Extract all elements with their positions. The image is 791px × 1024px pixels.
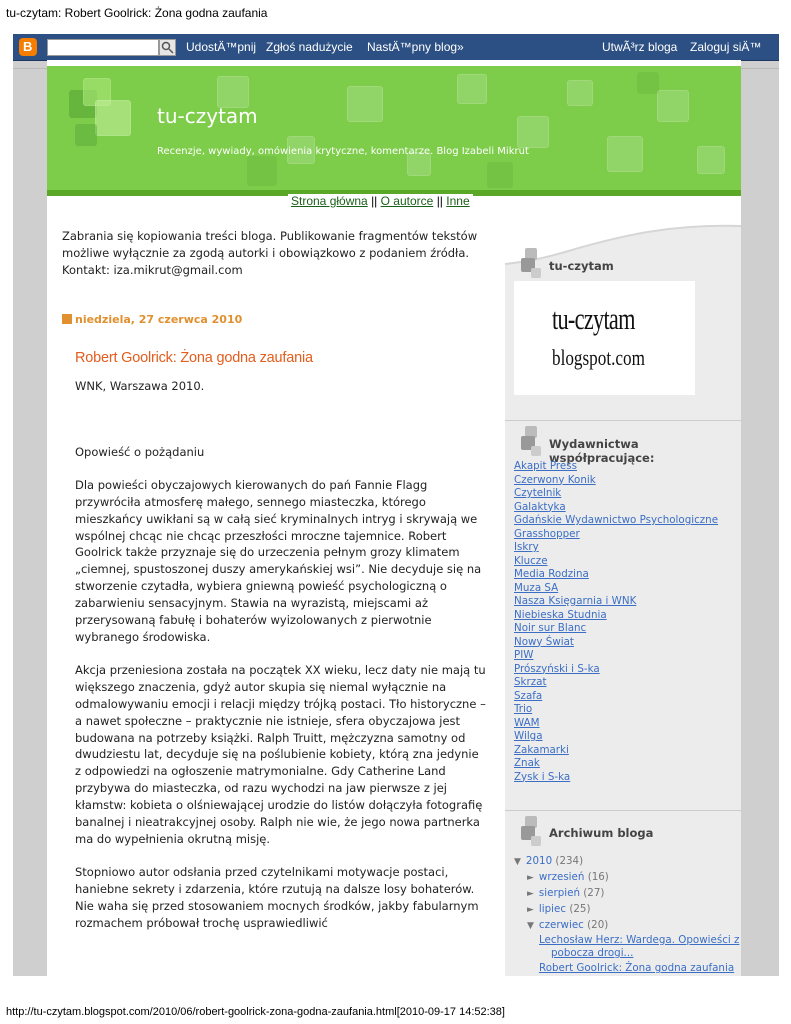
- date-icon: [62, 314, 72, 324]
- post-title[interactable]: Robert Goolrick: Żona godna zaufania: [75, 350, 313, 366]
- publisher-link[interactable]: PIW: [514, 649, 534, 661]
- post-body: [75, 378, 487, 947]
- publisher-link[interactable]: Skrzat: [514, 676, 547, 688]
- archive-month[interactable]: ► wrzesień (16): [527, 871, 609, 883]
- publisher-link[interactable]: Wilga: [514, 730, 543, 742]
- archive-post-link[interactable]: pobocza drogi...: [551, 947, 634, 959]
- page-tabs: Strona główna || O autorce || Inne: [288, 194, 473, 208]
- post-date: niedziela, 27 czerwca 2010: [62, 313, 242, 326]
- publisher-link[interactable]: Gdańskie Wydawnictwo Psychologiczne: [514, 514, 719, 526]
- publisher-link[interactable]: Noir sur Blanc: [514, 622, 587, 634]
- triangle-right-icon: ►: [527, 889, 534, 899]
- page-frame: [13, 34, 779, 976]
- report-abuse-link[interactable]: Zgłoś nadużycie: [266, 40, 353, 54]
- widget-icon: [521, 248, 543, 278]
- profile-widget-title: tu-czytam: [549, 259, 614, 273]
- sign-in-link[interactable]: Zaloguj siÄ™: [690, 40, 762, 54]
- triangle-right-icon: ►: [527, 905, 534, 915]
- blog-description: Recenzje, wywiady, omówienia krytyczne, komentarze. Blog Izabeli Mikrut: [157, 146, 529, 157]
- publisher-link[interactable]: Niebieska Studnia: [514, 608, 607, 621]
- archive-month[interactable]: ► lipiec (25): [527, 903, 591, 915]
- search-icon[interactable]: [159, 39, 176, 56]
- tab-other[interactable]: Inne: [446, 194, 470, 208]
- triangle-down-icon: ▼: [514, 857, 521, 867]
- post-paragraph: Opowieść o pożądaniu: [75, 444, 205, 459]
- publisher-link[interactable]: Galaktyka: [514, 500, 566, 513]
- publisher-link[interactable]: Zakamarki: [514, 743, 569, 756]
- publisher-link[interactable]: Grasshopper: [514, 527, 580, 540]
- publisher-link[interactable]: WAM: [514, 716, 540, 729]
- publisher-link[interactable]: Czerwony Konik: [514, 473, 596, 486]
- tab-about[interactable]: O autorce: [380, 194, 434, 208]
- page-url-footer: http://tu-czytam.blogspot.com/2010/06/robert-goolrick-zona-godna-zaufania.html[2010-09-17 14:52:38]: [6, 1006, 505, 1018]
- blog-container: [47, 60, 741, 976]
- publishers-list: [514, 460, 718, 784]
- triangle-right-icon: ►: [527, 873, 534, 883]
- browser-page-title: tu-czytam: Robert Goolrick: Żona godna zaufania: [6, 6, 268, 20]
- tab-home[interactable]: Strona główna: [291, 194, 368, 208]
- publisher-link[interactable]: Prószyński i S-ka: [514, 662, 600, 675]
- next-blog-link[interactable]: NastÄ™pny blog»: [367, 40, 464, 54]
- publisher-link[interactable]: Szafa: [514, 689, 543, 702]
- post-paragraph: Stopniowo autor odsłania przed czytelnikami motywacje postaci, haniebne sekrety i zdarzenia, które rzutują na dalsze losy bohaterów. Nie waha się przed stosowaniem mocnych środków, jakby fabularnym rozmachem próbował trochę usprawiedliwić: [75, 864, 479, 930]
- archive-widget-title: Archiwum bloga: [549, 826, 654, 840]
- sidebar: [505, 212, 741, 976]
- archive-month[interactable]: ▼ czerwiec (20): [527, 919, 609, 931]
- blogger-logo-icon[interactable]: B: [19, 38, 37, 56]
- publisher-link[interactable]: Iskry: [514, 541, 539, 553]
- publisher-link[interactable]: Trio: [514, 703, 533, 715]
- post-paragraph: [75, 411, 487, 428]
- copyright-notice: Zabrania się kopiowania treści bloga. Publikowanie fragmentów tekstów możliwe wyłącznie za zgodą autorki i obowiązkowo z podaniem źródła. Kontakt: iza.mikrut@gmail.com: [62, 229, 478, 277]
- navbar-search-input[interactable]: [47, 39, 159, 56]
- blog-header: [47, 66, 741, 196]
- create-blog-link[interactable]: UtwÃ³rz bloga: [602, 40, 678, 54]
- publisher-link[interactable]: Znak: [514, 757, 540, 769]
- publisher-link[interactable]: Zysk i S-ka: [514, 770, 571, 783]
- share-link[interactable]: UdostÄ™pnij: [186, 40, 257, 54]
- archive-month[interactable]: ► sierpień (27): [527, 887, 605, 899]
- post-paragraph: WNK, Warszawa 2010.: [75, 379, 205, 393]
- archive-post-link[interactable]: Robert Goolrick: Żona godna zaufania: [539, 962, 735, 974]
- widget-icon: [521, 426, 543, 456]
- publisher-link[interactable]: Nasza Księgarnia i WNK: [514, 595, 637, 607]
- publisher-link[interactable]: Muza SA: [514, 581, 559, 594]
- publisher-link[interactable]: Klucze: [514, 554, 548, 567]
- archive-year[interactable]: ▼ 2010 (234): [514, 855, 584, 867]
- blog-logo-image[interactable]: tu-czytam blogspot.com: [514, 281, 695, 395]
- post-paragraph: Dla powieści obyczajowych kierowanych do pań Fannie Flagg przywróciła atmosferę małego, sennego miasteczka, którego mieszkańcy uwikłani są w całą sieć kryminalnych intryg i skrywają we wspólnej chcąc nie chcąc przeszłości mroczne tajemnice. Robert Goolrick także przyznaje się do urzeczenia pełnym grozy klimatem „ciemnej, spustoszonej duszy amerykańskiej wsi”. Nie decyduje się na stworzenie czytadła, wybiera gniewną powieść psychologiczną o zabarwieniu sensacyjnym. Stawia na wyrazistą, miejscami aż przerysowaną fabułę i bohaterów wyizolowanych z pierwotnie wybranego środowiska.: [75, 477, 482, 644]
- widget-icon: [521, 816, 543, 846]
- blog-title[interactable]: tu-czytam: [157, 104, 258, 128]
- publisher-link[interactable]: Nowy Świat: [514, 635, 574, 648]
- publishers-widget-title: Wydawnictwa współpracujące:: [549, 437, 655, 465]
- post-paragraph: Akcja przeniesiona została na początek XX wieku, lecz daty nie mają tu większego znaczenia, gdyż autor skupia się niemal wyłącznie na odmalowywaniu emocji i relacji między trójką postaci. Tło historyczne – a nawet społeczne – praktycznie nie istnieje, sfera obyczajowa jest budowana na potrzeby książki. Ralph Truitt, mężczyzna samotny od dwudziestu lat, decyduje się na poślubienie kobiety, którą zna jedynie z odpowiedzi na ogłoszenie matrymonialne. Gdy Catherine Land przybywa do miasteczka, od razu wychodzi na jaw pierwsze z jej kłamstw: kobieta o olśniewającej urodzie do listów dołączyła fotografię banalnej i nieatrakcyjnej osoby. Ralph nie wie, że jego nowa partnerka ma do wypełnienia okrutną misję.: [75, 662, 486, 846]
- publisher-link[interactable]: Media Rodzina: [514, 568, 589, 580]
- archive-post-link[interactable]: Lechosław Herz: Wardega. Opowieści z: [539, 934, 740, 946]
- publisher-link[interactable]: Akapit Press: [514, 460, 577, 472]
- blogger-navbar: [13, 34, 779, 61]
- publisher-link[interactable]: Czytelnik: [514, 487, 562, 499]
- triangle-down-icon: ▼: [527, 921, 534, 931]
